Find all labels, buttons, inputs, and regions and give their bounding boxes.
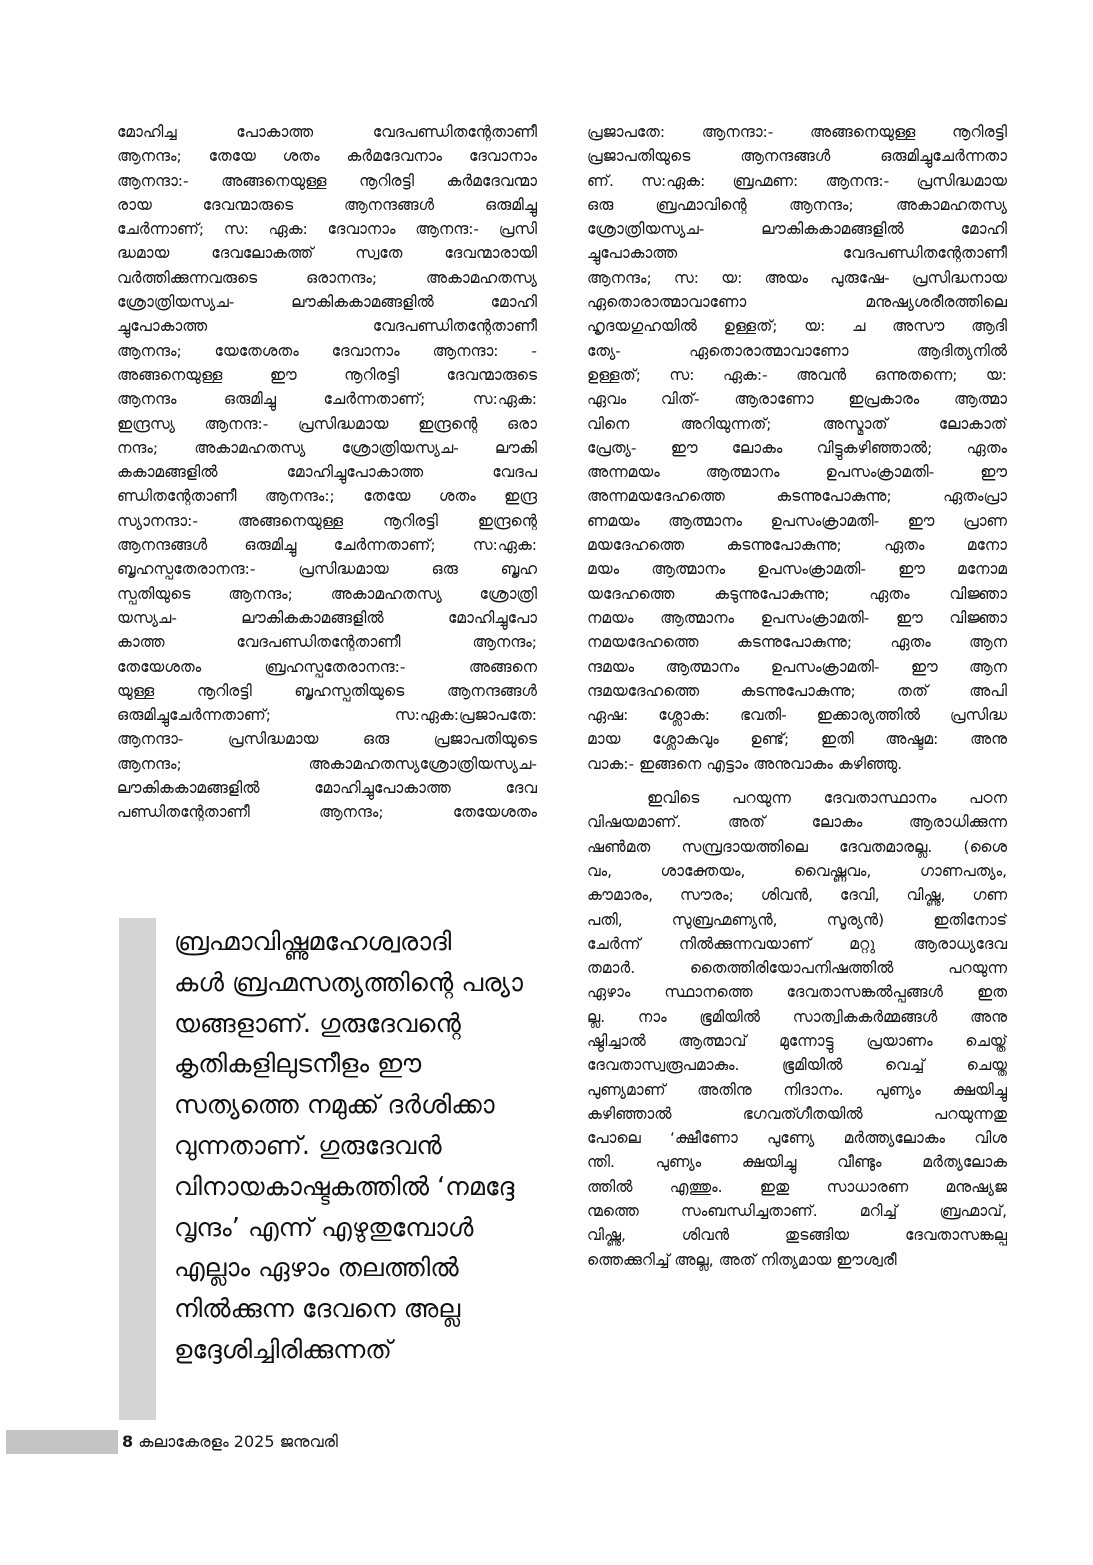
text-line: ആനന്ദം; അകാമഹതസ്യശ്രോത്രിയസ്യച-: [117, 754, 537, 773]
text-line: അങ്ങനെയുള്ള ഈ നൂറിരട്ടി ദേവന്മാരുടെ: [117, 365, 537, 384]
pull-quote-line: കൃതികളിലുടനീളം ഈ: [174, 1049, 422, 1080]
text-line: ശ്രോത്രിയസ്യച- ലൗകികകാമങ്ങളിൽ മോഹി: [587, 220, 1007, 239]
pull-quote-line: സത്യത്തെ നമുക്ക് ദർശിക്കാ: [174, 1090, 495, 1121]
text-line: സ്പതിയുടെ ആനന്ദം; അകാമഹതസ്യ ശ്രോത്രി: [117, 584, 537, 603]
text-line: ദ്ധമായ ദേവലോകത്ത് സ്വതേ ദേവന്മാരായി: [117, 244, 537, 263]
text-line: അന്നമയദേഹത്തെ കടന്നുപോകുന്നു; ഏതംപ്രാ: [587, 487, 1007, 506]
pull-quote-line: ബ്രഹ്മാവിഷ്ണുമഹേശ്വരാദി: [174, 927, 452, 957]
pull-quote-line: നിൽക്കുന്ന ദേവനെ അല്ല: [174, 1294, 461, 1325]
text-line: ന്ദമയം ആത്മാനം ഉപസംക്രാമതി- ഈ ആന: [587, 657, 1007, 676]
text-line: ചേർന്ന് നിൽക്കുന്നവയാണ് മറ്റു ആരാധ്യദേവ: [587, 934, 1007, 953]
text-line: കഴിഞ്ഞാൽ ഭഗവത്ഗീതയിൽ പറയുന്നതു: [587, 1104, 1007, 1123]
text-line: യുള്ള നൂറിരട്ടി ബൃഹസ്പതിയുടെ ആനന്ദങ്ങൾ: [117, 681, 537, 700]
pull-quote: [119, 918, 539, 1420]
text-line: രായ ദേവന്മാരുടെ ആനന്ദങ്ങൾ ഒരുമിച്ചു: [117, 195, 537, 214]
text-line: ഉള്ളത്; സ: ഏക:- അവൻ ഒന്നുതന്നെ; യ:: [587, 365, 1007, 384]
right-column: [587, 120, 1007, 1272]
text-line: തമാർ. തൈത്തിരിയോപനിഷത്തിൽ പറയുന്ന: [587, 959, 1007, 978]
pull-quote-line: കൾ ബ്രഹ്മസത്യത്തിന്റെ പര്യാ: [174, 967, 523, 998]
text-line: വം, ശാക്തേയം, വൈഷ്ണവം, ഗാണപത്യം,: [587, 861, 1007, 880]
text-line: ത്തെക്കുറിച്ച് അല്ല, അത് നിത്യമായ ഈശ്വരീ: [587, 1250, 897, 1269]
text-line: ഒരു ബ്രഹ്മാവിന്റെ ആനന്ദം; അകാമഹതസ്യ: [587, 195, 1007, 214]
text-line: സ്യാനന്ദാ:- അങ്ങനെയുള്ള നൂറിരട്ടി ഇന്ദ്രന്റെ: [117, 511, 537, 530]
text-line: വിനെ അറിയുന്നത്; അസ്മാത് ലോകാത്: [587, 414, 1007, 433]
pull-quote-line: വുന്നതാണ്. ഗുരുദേവൻ: [174, 1130, 442, 1161]
text-line: ച്ചുപോകാത്ത വേദപണ്ഡിതന്റേതാണീ: [587, 244, 1007, 263]
text-line: നമയദേഹത്തെ കടന്നുപോകുന്നു; ഏതം ആന: [587, 633, 1007, 652]
text-line: വിഷയമാണ്. അത് ലോകം ആരാധിക്കുന്ന: [587, 813, 1007, 832]
text-line: മയം ആത്മാനം ഉപസംക്രാമതി- ഈ മനോമ: [587, 560, 1007, 579]
text-line: പോലെ ‘ക്ഷീണോ പുണ്യേ മർത്ത്യലോകം വിശ: [587, 1129, 1007, 1148]
text-line: അന്നമയം ആത്മാനം ഉപസംക്രാമതി- ഈ: [587, 463, 1007, 482]
text-line: ച്ചുപോകാത്ത വേദപണ്ഡിതന്റേതാണീ: [117, 317, 537, 336]
text-line: ആനന്ദം ഒരുമിച്ചു ചേർന്നതാണ്; സ:ഏക:: [117, 390, 537, 409]
text-line: പുണ്യമാണ് അതിനു നിദാനം. പുണ്യം ക്ഷയിച്ചു: [587, 1080, 1007, 1099]
text-line: നമയം ആത്മാനം ഉപസംക്രാമതി- ഈ വിജ്ഞാ: [587, 608, 1007, 627]
text-line: ഏതൊരാത്മാവാണോ മനുഷ്യശരീരത്തിലെ: [587, 293, 1007, 312]
text-line: ന്തി. പുണ്യം ക്ഷയിച്ചു വീണ്ടും മർത്യലോക: [587, 1153, 1007, 1172]
text-line: കൗമാരം, സൗരം; ശിവൻ, ദേവി, വിഷ്ണു, ഗണ: [587, 886, 1007, 905]
text-line: ആനന്ദം; യേതേശതം ദേവാനാം ആനന്ദാ: -: [117, 341, 537, 360]
left-column: [117, 120, 537, 825]
text-line: ണ്. സ:ഏക: ബ്രഹ്മണ: ആനന്ദ:- പ്രസിദ്ധമായ: [587, 171, 1007, 190]
text-line: ഏഴാം സ്ഥാനത്തെ ദേവതാസങ്കൽപ്പങ്ങൾ ഇത: [587, 983, 1007, 1002]
text-line: ഷ്ഠിച്ചാൽ ആത്മാവ് മുന്നോട്ടു പ്രയാണം ചെയ്ത്: [587, 1031, 1007, 1050]
text-line: ന്മത്തെ സംബന്ധിച്ചതാണ്. മറിച്ച് ബ്രഹ്മാവ്,: [587, 1202, 1007, 1221]
text-line: ലൗകികകാമങ്ങളിൽ മോഹിച്ചുപോകാത്ത ദേവ: [117, 779, 537, 798]
text-line: ശ്രോത്രിയസ്യച- ലൗകികകാമങ്ങളിൽ മോഹി: [117, 293, 537, 312]
text-line: ഏഷ: ശ്ലോക: ഭവതി- ഇക്കാര്യത്തിൽ പ്രസിദ്ധ: [587, 706, 1007, 725]
text-line: ഇന്ദ്രസ്യ ആനന്ദ:- പ്രസിദ്ധമായ ഇന്ദ്രന്റെ ഒരാ: [117, 414, 537, 433]
text-line: ണമയം ആത്മാനം ഉപസംക്രാമതി- ഈ പ്രാണ: [587, 511, 1007, 530]
text-line: പ്രജാപതേ: ആനന്ദാ:- അങ്ങനെയുള്ള നൂറിരട്ടി: [587, 123, 1007, 141]
text-line: ത്തിൽ എത്തും. ഇതു സാധാരണ മനുഷ്യജ: [587, 1177, 1007, 1196]
page-number: 8: [122, 1432, 134, 1451]
pull-quote-line: എല്ലാം ഏഴാം തലത്തിൽ: [174, 1253, 459, 1284]
text-line: ഹൃദയഗുഹയിൽ ഉള്ളത്; യ: ച അസൗ ആദി: [587, 317, 1007, 336]
text-line: ഷൺമത സമ്പ്രദായത്തിലെ ദേവതമാരല്ല. (ശൈ: [587, 837, 1007, 856]
text-line: ആനന്ദങ്ങൾ ഒരുമിച്ചു ചേർന്നതാണ്; സ:ഏക:: [117, 536, 537, 555]
pull-quote-bar: [119, 918, 156, 1420]
text-line: ആനന്ദാ- പ്രസിദ്ധമായ ഒരു പ്രജാപതിയുടെ: [117, 730, 537, 749]
text-line: ന്ദമയദേഹത്തെ കടന്നുപോകുന്നു; തത് അപി: [587, 681, 1007, 700]
text-line: ത്യേ- ഏതൊരാത്മാവാണോ ആദിത്യനിൽ: [587, 341, 1007, 360]
text-line: മായ ശ്ലോകവും ഉണ്ട്; ഇതി അഷ്ടമ: അനു: [587, 730, 1007, 749]
pull-quote-line: വിനായകാഷ്ടകത്തിൽ ‘നമദ്ദേ: [174, 1171, 515, 1202]
text-line: തേയേശതം ബ്രഹസ്പതേരാനന്ദ:- അങ്ങനെ: [117, 657, 537, 676]
pull-quote-text: [174, 922, 544, 1371]
text-line: മയദേഹത്തെ കടന്നുപോകുന്നു; ഏതം മനോ: [587, 536, 1007, 555]
footer-bar: [6, 1430, 118, 1454]
issue-year: 2025: [233, 1432, 275, 1451]
magazine-name: കലാകേരളം: [138, 1432, 229, 1451]
text-line: ആനന്ദം; സ: യ: അയം പുരുഷേ- പ്രസിദ്ധനായ: [587, 268, 1007, 287]
text-line: ഏവം വിത്- ആരാണോ ഇപ്രകാരം ആത്മാ: [587, 390, 1007, 409]
text-line: നന്ദം; അകാമഹതസ്യ ശ്രോത്രിയസ്യച- ലൗകി: [117, 438, 537, 457]
issue-month: ജനുവരി: [279, 1432, 338, 1451]
text-line: ണ്ഡിതന്റേതാണീ ആനന്ദം:; തേയേ ശതം ഇന്ദ്ര: [117, 487, 537, 506]
text-line: ബൃഹസ്പതേരാനന്ദ:- പ്രസിദ്ധമായ ഒരു ബൃഹ: [117, 560, 537, 579]
text-line: ദേവതാസ്വരൂപമാകും. ഭൂമിയിൽ വെച്ച് ചെയ്ത: [587, 1056, 1007, 1075]
page-footer: [0, 1430, 500, 1456]
text-line: ആനന്ദാ:- അങ്ങനെയുള്ള നൂറിരട്ടി കർമദേവന്മാ: [117, 171, 537, 190]
text-line: പ്രേത്യ- ഈ ലോകം വിട്ടുകഴിഞ്ഞാൽ; ഏതം: [587, 438, 1007, 457]
text-line: പതി, സുബ്രഹ്മണ്യൻ, സൂര്യൻ) ഇതിനോട്: [587, 910, 1007, 929]
pull-quote-line: വൃന്ദം’ എന്ന് എഴുതുമ്പോൾ: [174, 1212, 474, 1243]
text-line: വാക:- ഇങ്ങനെ എട്ടാം അനുവാകം കഴിഞ്ഞു.: [587, 754, 903, 773]
text-line: വിഷ്ണു, ശിവൻ തുടങ്ങിയ ദേവതാസങ്കല്പ: [587, 1226, 1007, 1245]
text-line: ഇവിടെ പറയുന്ന ദേവതാസ്ഥാനം പഠന: [647, 789, 1007, 808]
text-line: കാത്ത വേദപണ്ഡിതന്റേതാണീ ആനന്ദം;: [117, 633, 537, 652]
footer-text: [122, 1431, 338, 1453]
text-line: ഒരുമിച്ചുചേർന്നതാണ്; സ:ഏക:പ്രജാപതേ:: [117, 706, 537, 725]
text-line: ആനന്ദം; തേയേ ശതം കർമദേവനാം ദേവാനാം: [117, 147, 537, 166]
text-line: ല്ല. നാം ഭൂമിയിൽ സാത്വികകർമ്മങ്ങൾ അനു: [587, 1007, 1007, 1026]
text-line: പ്രജാപതിയുടെ ആനന്ദങ്ങൾ ഒരുമിച്ചുചേർന്നതാ: [587, 147, 1007, 166]
pull-quote-line: യങ്ങളാണ്. ഗുരുദേവന്റെ: [174, 1008, 461, 1039]
text-line: മോഹിച്ച പോകാത്ത വേദപണ്ഡിതന്റേതാണീ: [117, 123, 537, 141]
text-line: ചേർന്നാണ്; സ: ഏക: ദേവാനാം ആനന്ദ:- പ്രസി: [117, 220, 537, 239]
pull-quote-line: ഉദ്ദേശിച്ചിരിക്കുന്നത്: [174, 1334, 392, 1365]
text-line: യസ്യച- ലൗകികകാമങ്ങളിൽ മോഹിച്ചുപോ: [117, 608, 537, 627]
text-line: യദേഹത്തെ കടുന്നുപോകുന്നു; ഏതം വിജ്ഞാ: [587, 584, 1007, 603]
text-line: വർത്തിക്കുന്നവരുടെ ഒരാനന്ദം; അകാമഹതസ്യ: [117, 268, 537, 287]
text-line: പണ്ഡിതന്റേതാണീ ആനന്ദം; തേയേശതം: [117, 803, 537, 822]
text-line: കകാമങ്ങളിൽ മോഹിച്ചുപോകാത്ത വേദപ: [117, 463, 537, 482]
